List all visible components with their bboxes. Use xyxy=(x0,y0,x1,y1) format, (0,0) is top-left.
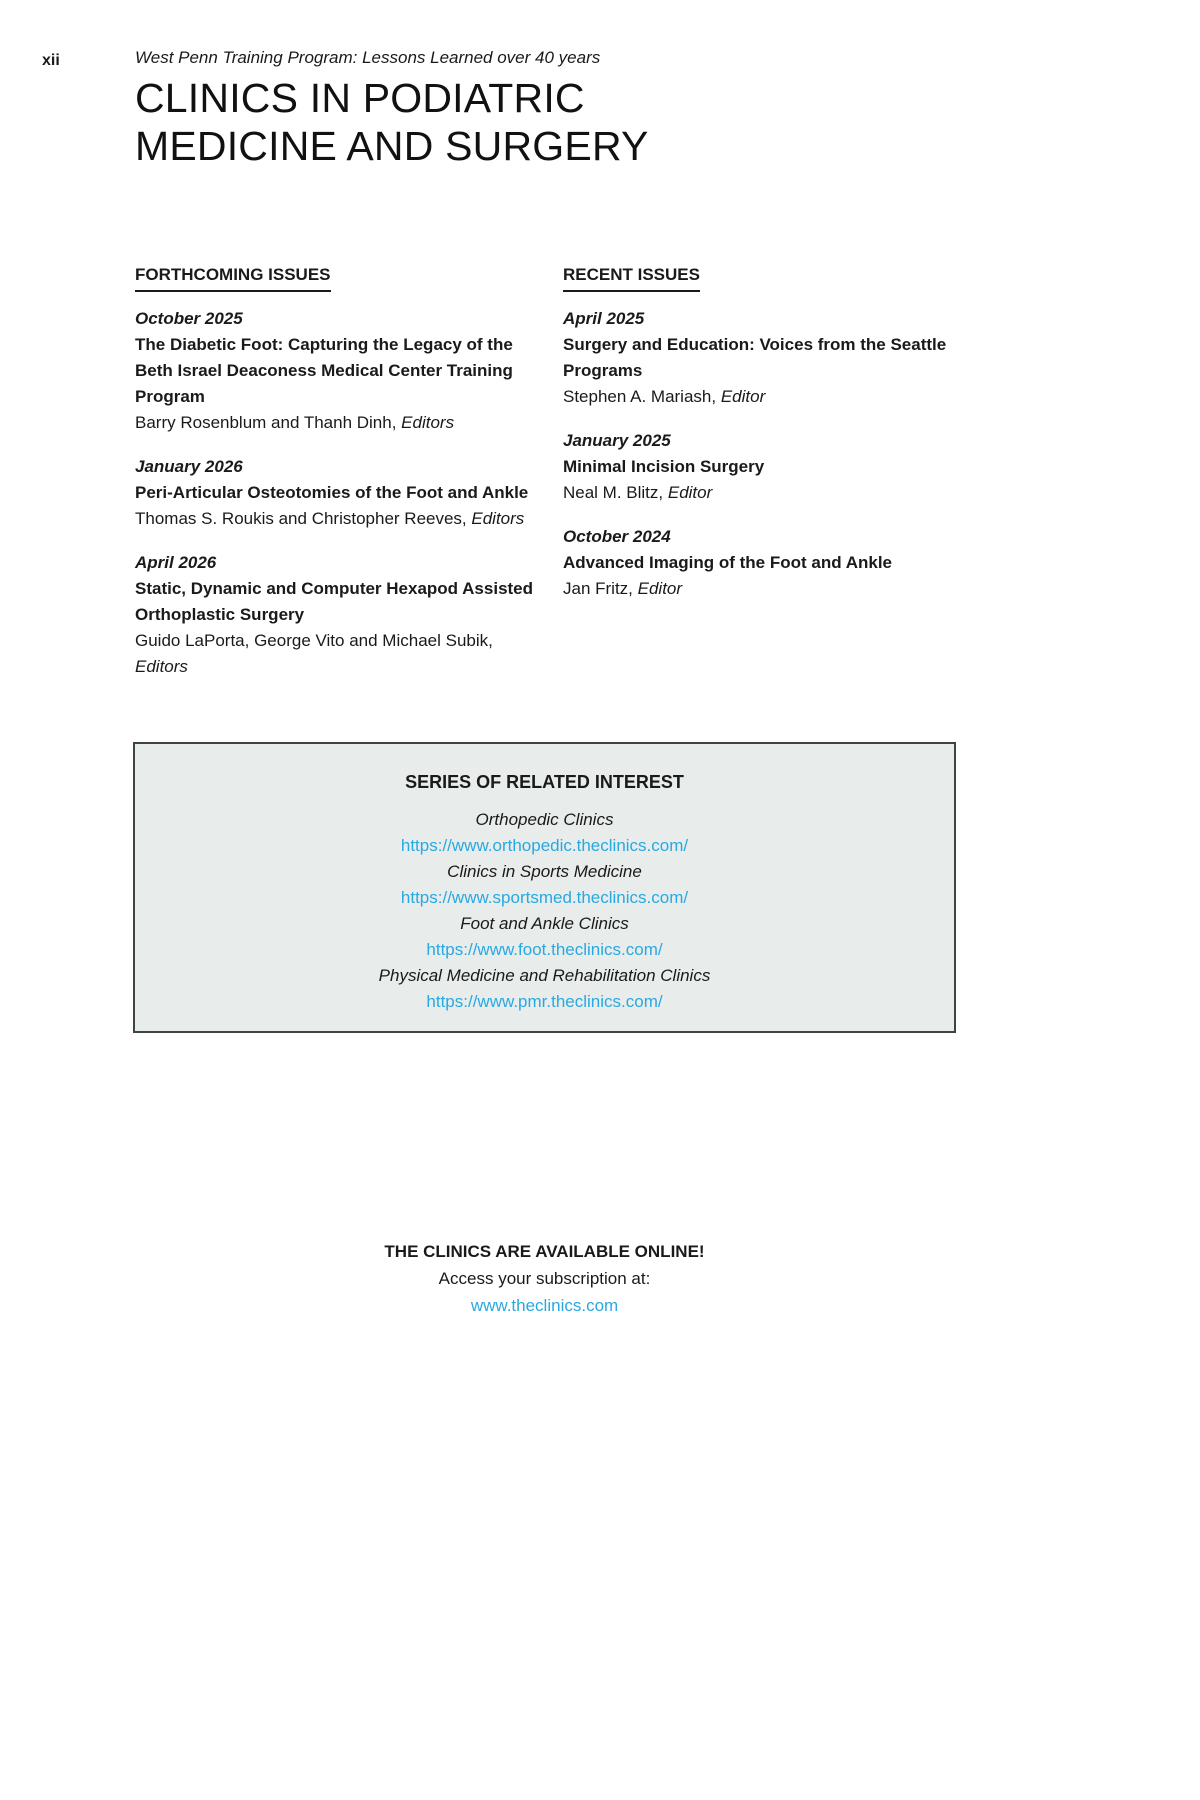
issue-editors xyxy=(563,384,963,410)
recent-issue-item xyxy=(563,306,963,410)
issue-title: Surgery and Education: Voices from the Seattle Programs xyxy=(563,335,947,380)
series-link[interactable]: https://www.orthopedic.theclinics.com/ xyxy=(400,836,689,855)
issue-date: October 2025 xyxy=(135,309,243,328)
issue-title: Minimal Incision Surgery xyxy=(563,457,765,476)
online-access-subtitle: Access your subscription at: xyxy=(438,1269,651,1288)
online-access-title: THE CLINICS ARE AVAILABLE ONLINE! xyxy=(384,1242,705,1261)
issue-editors xyxy=(135,628,543,680)
related-interest-box xyxy=(133,742,956,1033)
issue-editor-names: Stephen A. Mariash, xyxy=(563,387,721,406)
issue-editor-names: Neal M. Blitz, xyxy=(563,483,668,502)
forthcoming-issues-heading: FORTHCOMING ISSUES xyxy=(135,262,331,292)
issue-editors xyxy=(135,506,543,532)
page-header xyxy=(135,48,955,171)
related-series-list xyxy=(135,807,954,1015)
journal-title xyxy=(135,74,955,171)
forthcoming-issues-section xyxy=(135,262,543,698)
issue-date: January 2025 xyxy=(563,431,671,450)
issue-editors-label: Editors xyxy=(401,413,455,432)
issue-editor-names: Guido LaPorta, George Vito and Michael Subik, xyxy=(135,631,493,650)
related-interest-heading: SERIES OF RELATED INTEREST xyxy=(405,772,684,792)
recent-issues-section xyxy=(563,262,963,698)
issue-editors-label: Editor xyxy=(667,483,713,502)
issue-date: April 2025 xyxy=(563,309,645,328)
issue-title: Static, Dynamic and Computer Hexapod Assisted Orthoplastic Surgery xyxy=(135,579,534,624)
recent-issues-heading: RECENT ISSUES xyxy=(563,262,700,292)
issue-editor-names: Jan Fritz, xyxy=(563,579,638,598)
issue-editor-names: Barry Rosenblum and Thanh Dinh, xyxy=(135,413,402,432)
issue-date: January 2026 xyxy=(135,457,243,476)
series-link[interactable]: https://www.foot.theclinics.com/ xyxy=(426,940,663,959)
running-head: West Penn Training Program: Lessons Learned over 40 years xyxy=(135,48,601,67)
journal-title-line1: CLINICS IN PODIATRIC xyxy=(135,75,585,121)
series-link[interactable]: https://www.pmr.theclinics.com/ xyxy=(426,992,663,1011)
journal-title-line2: MEDICINE AND SURGERY xyxy=(135,123,649,170)
issue-editors xyxy=(135,410,543,436)
issue-editors xyxy=(563,480,963,506)
issue-editors-label: Editors xyxy=(135,657,188,676)
recent-issue-item xyxy=(563,428,963,506)
online-access-link[interactable]: www.theclinics.com xyxy=(470,1296,619,1315)
issue-editors-label: Editors xyxy=(471,509,525,528)
recent-issue-item xyxy=(563,524,963,602)
page-number: xii xyxy=(42,52,60,69)
issue-editors-label: Editor xyxy=(637,579,683,598)
issue-editors xyxy=(563,576,963,602)
forthcoming-issue-item xyxy=(135,550,543,680)
series-name: Orthopedic Clinics xyxy=(475,810,614,829)
issue-title: The Diabetic Foot: Capturing the Legacy of the Beth Israel Deaconess Medical Center Training Program xyxy=(135,335,513,406)
series-name: Physical Medicine and Rehabilitation Clinics xyxy=(378,966,711,985)
series-name: Clinics in Sports Medicine xyxy=(447,862,642,881)
issue-editor-names: Thomas S. Roukis and Christopher Reeves, xyxy=(135,509,472,528)
series-name: Foot and Ankle Clinics xyxy=(460,914,629,933)
series-link[interactable]: https://www.sportsmed.theclinics.com/ xyxy=(400,888,689,907)
issue-title: Advanced Imaging of the Foot and Ankle xyxy=(563,553,893,572)
issue-date: April 2026 xyxy=(135,553,217,572)
forthcoming-issue-item xyxy=(135,454,543,532)
forthcoming-issue-item xyxy=(135,306,543,436)
issue-editors-label: Editor xyxy=(720,387,766,406)
issue-date: October 2024 xyxy=(563,527,671,546)
issue-title: Peri-Articular Osteotomies of the Foot and Ankle xyxy=(135,483,529,502)
online-access-note xyxy=(133,1238,956,1319)
issues-columns xyxy=(135,262,963,698)
